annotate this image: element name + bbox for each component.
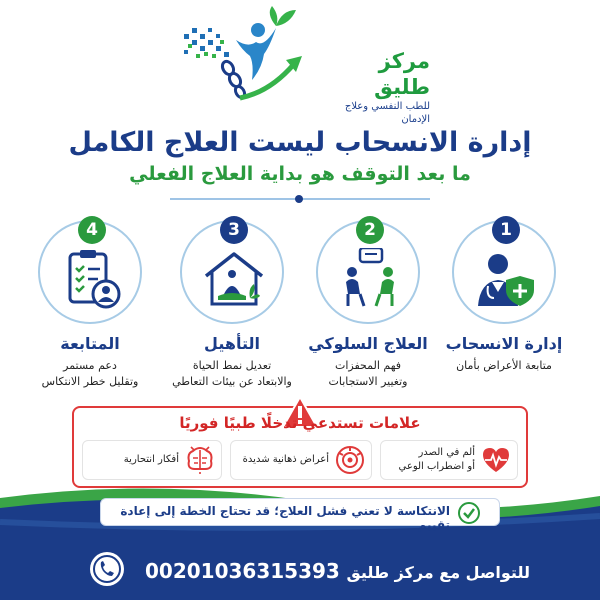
warning-title: علامات تستدعي تدخلًا طبيًا فوريًا xyxy=(179,414,421,432)
step-1-badge: 1 xyxy=(492,216,520,244)
step-2-circle xyxy=(316,220,420,324)
brain-head-icon xyxy=(335,445,365,475)
step-1-circle xyxy=(452,220,556,324)
step-2-badge: 2 xyxy=(356,216,384,244)
logo-text xyxy=(320,48,430,126)
warning-item-suicidal-text: أفكار انتحارية xyxy=(123,454,179,465)
warning-item-psychosis-text: أعراض ذهانية شديدة xyxy=(242,454,329,465)
divider-dot xyxy=(295,195,303,203)
step-4-desc-line1: دعم مستمر xyxy=(63,359,117,372)
meditation-house-icon xyxy=(202,248,266,312)
warning-item-suicidal xyxy=(82,440,222,480)
warning-item-chest-pain-line2: أو اضطراب الوعي xyxy=(398,461,475,472)
warning-item-chest-pain xyxy=(380,440,518,480)
logo xyxy=(178,6,308,106)
warning-item-psychosis xyxy=(230,440,372,480)
step-1-title: إدارة الانسحاب xyxy=(445,334,563,353)
step-2-desc-line1: فهم المحفزات xyxy=(334,359,402,372)
step-4-title: المتابعة xyxy=(60,334,120,353)
step-1 xyxy=(444,220,564,374)
contact-label: للتواصل مع مركز طليق xyxy=(346,563,530,582)
heart-pulse-icon xyxy=(481,446,511,474)
doctor-shield-icon xyxy=(474,248,538,312)
step-2 xyxy=(308,220,428,390)
page-subtitle: ما بعد التوقف هو بداية العلاج الفعلي xyxy=(129,163,471,185)
step-2-title: العلاج السلوكي xyxy=(308,334,428,353)
brand-tagline: للطب النفسي وعلاج الإدمان xyxy=(344,101,430,125)
whatsapp-icon[interactable] xyxy=(88,550,126,592)
brain-alert-icon xyxy=(185,445,215,475)
step-3-circle xyxy=(180,220,284,324)
relapse-note-text: الانتكاسة لا تعني فشل العلاج؛ قد تحتاج الخطة إلى إعادة تقييم xyxy=(120,504,450,532)
page-title: إدارة الانسحاب ليست العلاج الكامل xyxy=(68,127,532,158)
step-3-desc xyxy=(172,358,292,390)
brand-name: مركز طليق xyxy=(374,49,430,99)
check-circle-icon xyxy=(458,502,480,528)
step-3-desc-line1: تعديل نمط الحياة xyxy=(192,359,272,372)
step-4-circle xyxy=(38,220,142,324)
therapy-session-icon xyxy=(338,248,402,312)
warning-item-chest-pain-text xyxy=(399,446,475,474)
step-2-desc xyxy=(308,358,428,390)
step-3-desc-line2: والابتعاد عن بيئات التعاطي xyxy=(172,375,292,388)
step-1-desc xyxy=(444,358,564,374)
step-3-title: التأهيل xyxy=(204,334,260,353)
step-3-badge: 3 xyxy=(220,216,248,244)
step-4-desc xyxy=(30,358,150,390)
step-4 xyxy=(30,220,150,390)
step-2-desc-line2: وتغيير الاستجابات xyxy=(328,375,408,388)
step-3 xyxy=(172,220,292,390)
step-1-desc-line1: متابعة الأعراض بأمان xyxy=(456,359,552,372)
step-4-badge: 4 xyxy=(78,216,106,244)
step-4-desc-line2: وتقليل خطر الانتكاس xyxy=(41,375,139,388)
contact-phone[interactable]: 00201036315393 xyxy=(145,559,340,583)
clipboard-user-icon xyxy=(60,248,124,312)
warning-item-chest-pain-line1: ألم في الصدر xyxy=(418,447,475,458)
